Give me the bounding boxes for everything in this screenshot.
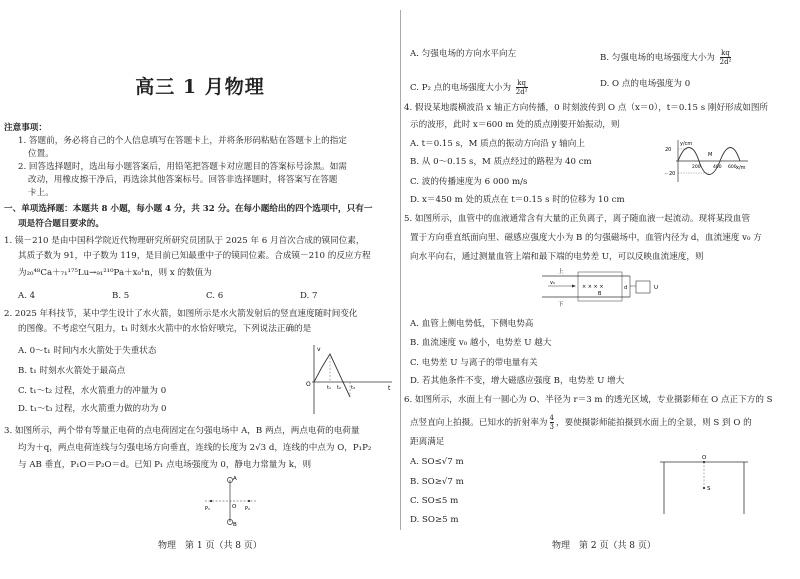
- q3-point-p2: [248, 500, 250, 502]
- notice-line-4: 改动，用橡皮擦干净后，再选涂其他答案标号。回答非选择题时，将答案写在答题: [28, 175, 338, 185]
- q1-line-2: 其质子数为 91，中子数为 119，是目前已知最重中子的镆同位素。合成镆－210 的反应方程: [18, 251, 371, 261]
- q4-y-tick-20: 20: [665, 147, 672, 153]
- q4-x-tick-200: 200: [692, 165, 701, 170]
- q5-upper-label: 上: [558, 269, 564, 275]
- q2-origin-label: O: [306, 381, 311, 388]
- q3-option-b-denominator: 2d²: [719, 58, 732, 66]
- q5-velocity-label: v₀: [550, 280, 555, 286]
- q2-velocity-time-graph: [300, 342, 396, 418]
- q6-fraction-numerator: 4: [549, 414, 554, 422]
- q2-option-c: C. t₁～t₂ 过程，水火箭重力的冲量为 0: [18, 386, 167, 396]
- q6-point-s: [703, 487, 705, 489]
- notice-heading: 注意事项：: [4, 123, 47, 133]
- q3-a-label: A: [233, 476, 237, 482]
- q6-o-label: O: [702, 455, 707, 461]
- q5-field-cross: × × × ×: [582, 284, 604, 290]
- q1-line-3: 为₂₀⁴⁸Ca＋₇₁¹⁷⁵Lu→₉₁²¹⁰Pa＋x₀¹n，则 x 的数值为: [18, 268, 212, 278]
- q5-flow-arrowhead: [572, 285, 576, 288]
- q5-option-b: B. 血流速度 v₀ 越小，电势差 U 越大: [410, 338, 552, 348]
- q4-line-1: 4. 假设某地震横波沿 x 轴正方向传播，0 时刻波传到 O 点（x＝0），t＝0.15 s 刚好形成如图所: [404, 103, 769, 113]
- q6-option-d: D. SO≥5 m: [410, 515, 459, 525]
- q6-option-c: C. SO≤5 m: [410, 496, 459, 506]
- q3-o-label: O: [232, 504, 237, 510]
- notice-line-3: 2. 回答选择题时，选出每小题答案后，用铅笔把答题卡对应题目的答案标号涂黑。如需: [18, 162, 347, 172]
- q6-line-3: 距离满足: [410, 437, 445, 447]
- q2-t2-label: t₂: [337, 385, 341, 391]
- q4-m-label: M: [708, 152, 713, 158]
- q3-charge-figure: [195, 472, 265, 530]
- q3-line-3: 与 AB 垂直，P₁O＝P₂O＝d。已知 P₁ 点电场强度为 0，静电力常量为 k，则: [18, 460, 312, 470]
- q3-option-c-denominator: 2d²: [515, 88, 528, 96]
- q6-s-label: S: [707, 486, 711, 492]
- q6-line-2: [410, 414, 752, 431]
- q2-line-1: 2. 2025 年科技节，某中学生设计了水火箭，如图所示是水火箭发射后的竖直速度随时间变化: [4, 309, 358, 319]
- exam-title: 高三 1 月物理: [135, 76, 265, 98]
- q3-b-label: B: [233, 522, 237, 528]
- q2-option-a: A. 0～t₁ 时间内水火箭处于失重状态: [18, 346, 157, 356]
- q5-blood-vessel-figure: [542, 264, 662, 308]
- q5-line-2: 置于方向垂直纸面向里、磁感应强度大小为 B 的匀强磁场中，血管内径为 d，血流速度 v₀ 方: [410, 233, 762, 243]
- q1-line-1: 1. 镆－210 是由中国科学院近代物理研究所研究员团队于 2025 年 6 月首次合成的镆同位素，: [4, 236, 365, 246]
- q5-field-label: B: [598, 291, 602, 297]
- q4-option-c: C. 波的传播速度为 6 000 m/s: [410, 177, 528, 187]
- q3-p2-label: P₂: [245, 506, 251, 512]
- q5-diameter-label: d: [624, 285, 628, 291]
- q3-option-c-text: C. P₂ 点的电场强度大小为: [410, 83, 512, 93]
- notice-line-5: 卡上。: [28, 188, 54, 198]
- q4-option-a: A. t＝0.15 s，M 质点的振动方向沿 y 轴向上: [410, 139, 585, 149]
- q3-option-c: [410, 79, 528, 96]
- section-heading-2: 项是符合题目要求的。: [18, 219, 104, 229]
- q3-line-2: 均为＋q，两点电荷连线与匀强电场方向垂直，连线的长度为 2√3 d，连线的中点为 O，P₁P₂: [18, 443, 372, 453]
- q6-water-figure: [658, 452, 754, 516]
- q4-option-b: B. 从 0～0.15 s，M 质点经过的路程为 40 cm: [410, 157, 592, 167]
- q6-option-b: B. SO≥√7 m: [410, 477, 464, 487]
- q2-velocity-curve: [314, 354, 350, 397]
- q6-line-2-pre: 点竖直向上拍摄。已知水的折射率为: [410, 418, 548, 428]
- q6-option-a: A. SO≤√7 m: [410, 457, 464, 467]
- q4-line-2: 示的波形，此时 x＝600 m 处的质点刚要开始振动，则: [410, 120, 620, 130]
- q3-option-b-text: B. 匀强电场的电场强度大小为: [600, 53, 715, 63]
- section-heading-1: 一、单项选择题：本题共 8 小题，每小题 4 分，共 32 分。在每小题给出的四个选项中，只有一: [4, 204, 373, 214]
- q6-refraction-fraction: [550, 414, 554, 431]
- q2-option-d: D. t₁～t₃ 过程，水火箭重力做的功为 0: [18, 404, 167, 414]
- q3-p1-label: P₁: [205, 506, 211, 512]
- q2-option-b: B. t₁ 时刻水火箭处于最高点: [18, 366, 126, 376]
- q4-x-tick-600: 600: [728, 165, 737, 170]
- q6-fraction-denominator: 3: [549, 423, 554, 431]
- q2-t3-label: t₃: [351, 385, 355, 391]
- q6-line-1: 6. 如图所示，水面上有一圆心为 O、半径为 r＝3 m 的透光区域，专业摄影师在 O 点正下方的 S: [404, 395, 773, 405]
- q2-line-2: 的图像。不考虑空气阻力，t₁ 时刻水火箭中的水恰好喷完，下列说法正确的是: [18, 324, 312, 334]
- q5-voltage-label: U: [654, 285, 659, 291]
- q3-point-p1: [210, 500, 212, 502]
- q5-option-d: D. 若其他条件不变，增大磁感应强度 B，电势差 U 增大: [410, 376, 625, 386]
- left-page-footer: 物理 第 1 页（共 8 页）: [158, 541, 262, 551]
- right-page: [402, 0, 800, 579]
- q3-option-c-numerator: kq: [517, 79, 527, 87]
- q1-option-d: D. 7: [300, 291, 318, 301]
- page-divider: [400, 10, 401, 530]
- q5-line-3: 向水平向右，通过测量血管上端和最下端的电势差 U，可以反映血流速度，则: [410, 252, 704, 262]
- q4-y-tick-neg20: －20: [664, 171, 676, 177]
- q5-voltmeter: [636, 281, 650, 293]
- q5-option-a: A. 血管上侧电势低，下侧电势高: [410, 319, 534, 329]
- q4-x-tick-400: 400: [713, 165, 722, 170]
- q3-option-a: A. 匀强电场的方向水平向左: [410, 49, 517, 59]
- q5-lower-label: 下: [558, 302, 564, 308]
- right-page-footer: 物理 第 2 页（共 8 页）: [552, 541, 656, 551]
- q3-option-c-fraction: [516, 79, 528, 96]
- q3-option-d: D. O 点的电场强度为 0: [600, 79, 691, 89]
- q6-line-2-post: ，要使摄影师能拍摄到水面上的全景，则 S 到 O 的: [555, 418, 752, 428]
- notice-line-1: 1. 答题前，务必将自己的个人信息填写在答题卡上，并将条形码粘贴在答题卡上的指定: [18, 136, 347, 146]
- notice-line-2: 位置。: [28, 149, 54, 159]
- q3-option-b-numerator: kq: [721, 49, 730, 57]
- q4-x-label: x/m: [736, 165, 746, 171]
- q2-v-label: v: [317, 346, 321, 353]
- q5-option-c: C. 电势差 U 与离子的带电量有关: [410, 358, 538, 368]
- q5-line-1: 5. 如图所示，血管中的血液通常含有大量的正负离子，离子随血液一起流动。现将某段血管: [404, 214, 751, 224]
- q6-point-o: [703, 461, 705, 463]
- q1-option-a: A. 4: [18, 291, 36, 301]
- q1-option-b: B. 5: [112, 291, 130, 301]
- q3-option-b: [600, 49, 731, 66]
- q4-option-d: D. x＝450 m 处的质点在 t＝0.15 s 时的位移为 10 cm: [410, 195, 625, 205]
- q1-option-c: C. 6: [206, 291, 224, 301]
- q2-t1-label: t₁: [327, 385, 331, 391]
- q4-wave-graph: [664, 138, 750, 184]
- q4-y-label: y/cm: [680, 141, 693, 147]
- q3-option-b-fraction: [720, 49, 732, 66]
- q2-t-label: t: [388, 385, 391, 392]
- q3-line-1: 3. 如图所示，两个带有等量正电荷的点电荷固定在匀强电场中 A，B 两点，两点电荷的电荷量: [4, 426, 360, 436]
